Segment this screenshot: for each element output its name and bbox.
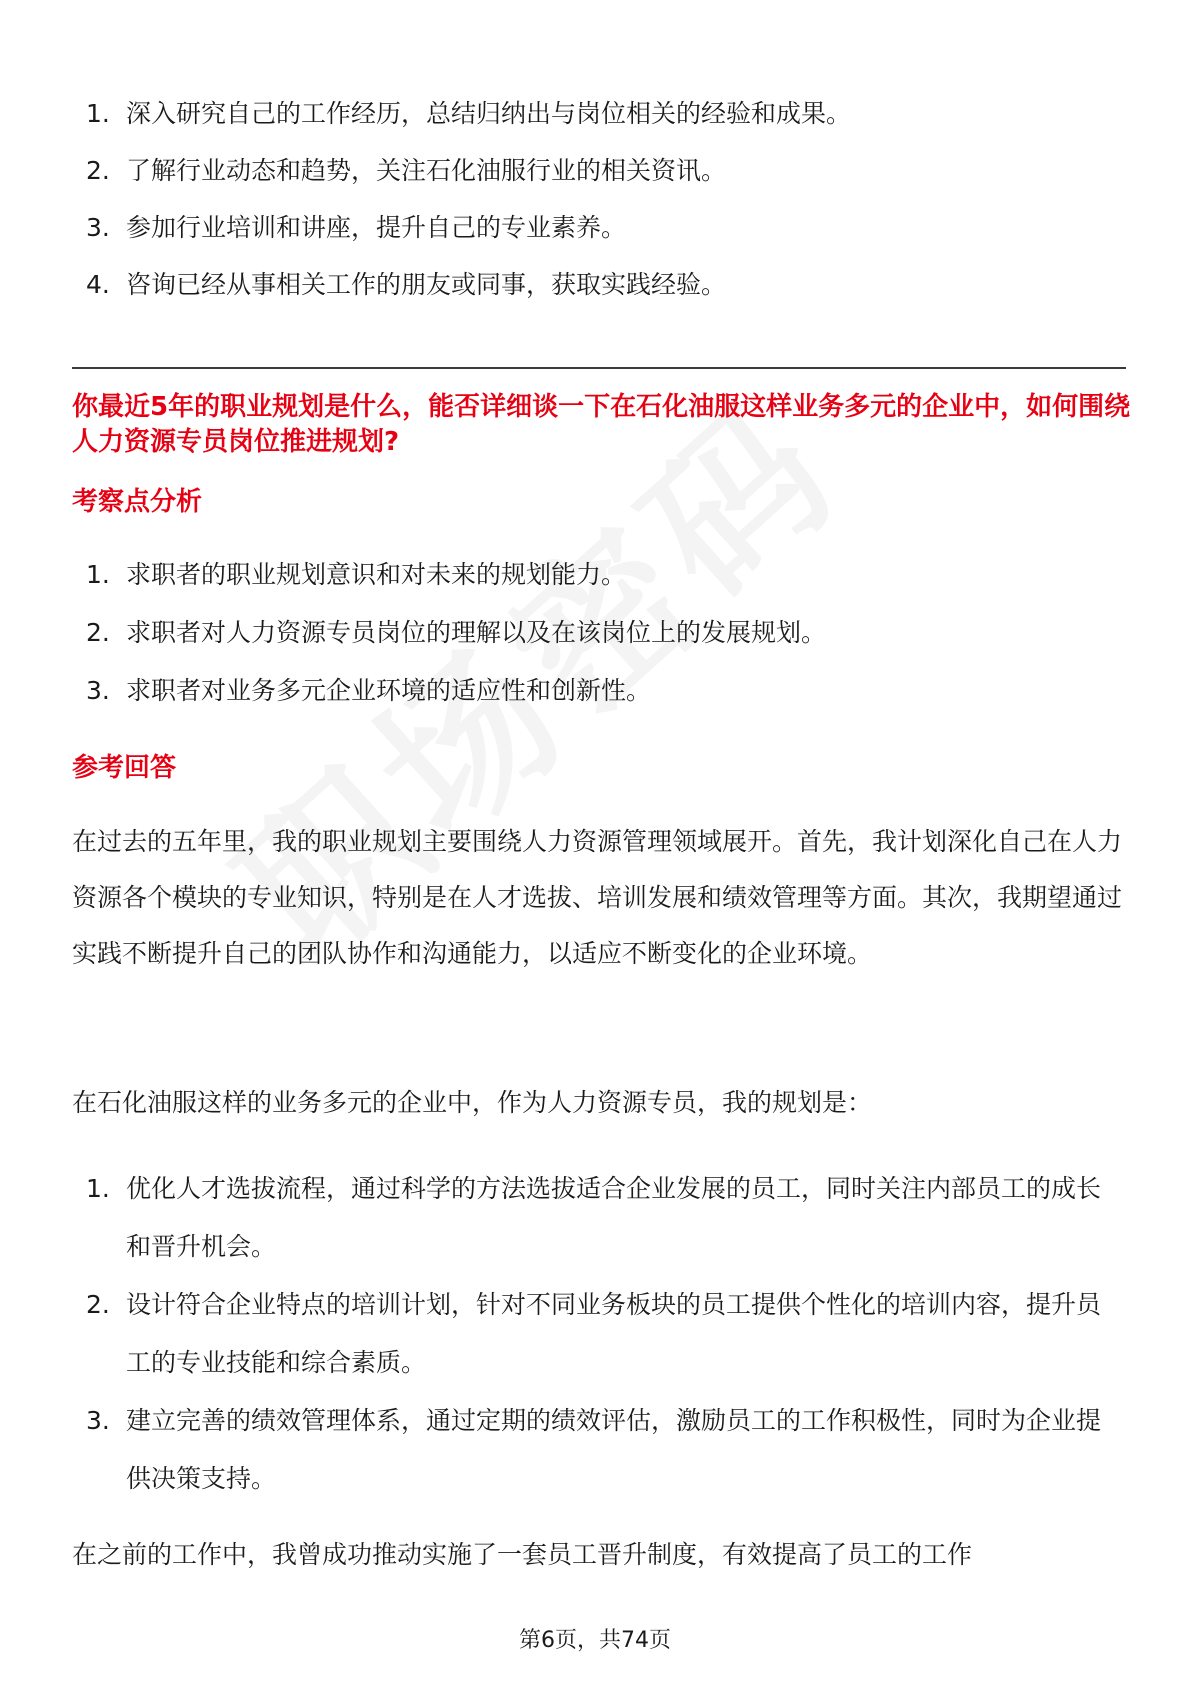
list-text: 了解行业动态和趋势，关注石化油服行业的相关资讯。 [126,156,727,185]
answer-paragraph: 在石化油服这样的业务多元的企业中，作为人力资源专员，我的规划是： [72,1088,873,1117]
intro-list [72,86,1122,314]
list-text: 求职者对业务多元企业环境的适应性和创新性。 [126,676,652,705]
list-number: 2. [86,618,110,647]
list-text: 咨询已经从事相关工作的朋友或同事，获取实践经验。 [126,270,727,299]
list-number: 3. [86,1406,110,1435]
list-item [72,257,1122,314]
answer-title: 参考回答 [72,753,177,783]
list-item [72,663,1122,721]
plan-list [72,1160,1122,1508]
list-number: 2. [86,156,110,185]
list-item [72,1276,1122,1392]
list-text: 求职者的职业规划意识和对未来的规划能力。 [126,560,627,589]
answer-paragraph: 在之前的工作中，我曾成功推动实施了一套员工晋升制度，有效提高了员工的工作 [72,1540,973,1569]
list-text: 求职者对人力资源专员岗位的理解以及在该岗位上的发展规划。 [126,618,827,647]
analysis-list [72,547,1122,721]
list-text: 建立完善的绩效管理体系，通过定期的绩效评估，激励员工的工作积极性，同时为企业提供决策支持。 [126,1406,1102,1493]
list-item [72,86,1122,143]
section-divider [72,367,1126,369]
list-number: 3. [86,676,110,705]
list-item [72,1160,1122,1276]
list-text: 参加行业培训和讲座，提升自己的专业素养。 [126,213,627,242]
list-item [72,200,1122,257]
list-number: 3. [86,213,110,242]
list-text: 设计符合企业特点的培训计划，针对不同业务板块的员工提供个性化的培训内容，提升员工的专业技能和综合素质。 [126,1290,1102,1377]
list-number: 2. [86,1290,110,1319]
list-item [72,1392,1122,1508]
answer-paragraph: 在过去的五年里，我的职业规划主要围绕人力资源管理领域展开。首先，我计划深化自己在人力资源各个模块的专业知识，特别是在人才选拔、培训发展和绩效管理等方面。其次，我期望通过实践不断提升自己的团队协作和沟通能力，以适应不断变化的企业环境。 [72,827,1123,968]
list-number: 1. [86,99,110,128]
list-number: 1. [86,1174,110,1203]
question-heading: 你最近5年的职业规划是什么，能否详细谈一下在石化油服这样业务多元的企业中，如何围绕人力资源专员岗位推进规划? [72,392,1131,457]
analysis-title: 考察点分析 [72,487,203,517]
list-item [72,605,1122,663]
list-item [72,143,1122,200]
list-item [72,547,1122,605]
list-number: 1. [86,560,110,589]
list-number: 4. [86,270,110,299]
list-text: 优化人才选拔流程，通过科学的方法选拔适合企业发展的员工，同时关注内部员工的成长和晋升机会。 [126,1174,1102,1261]
list-text: 深入研究自己的工作经历，总结归纳出与岗位相关的经验和成果。 [126,99,852,128]
page-number: 第6页，共74页 [519,1628,671,1653]
